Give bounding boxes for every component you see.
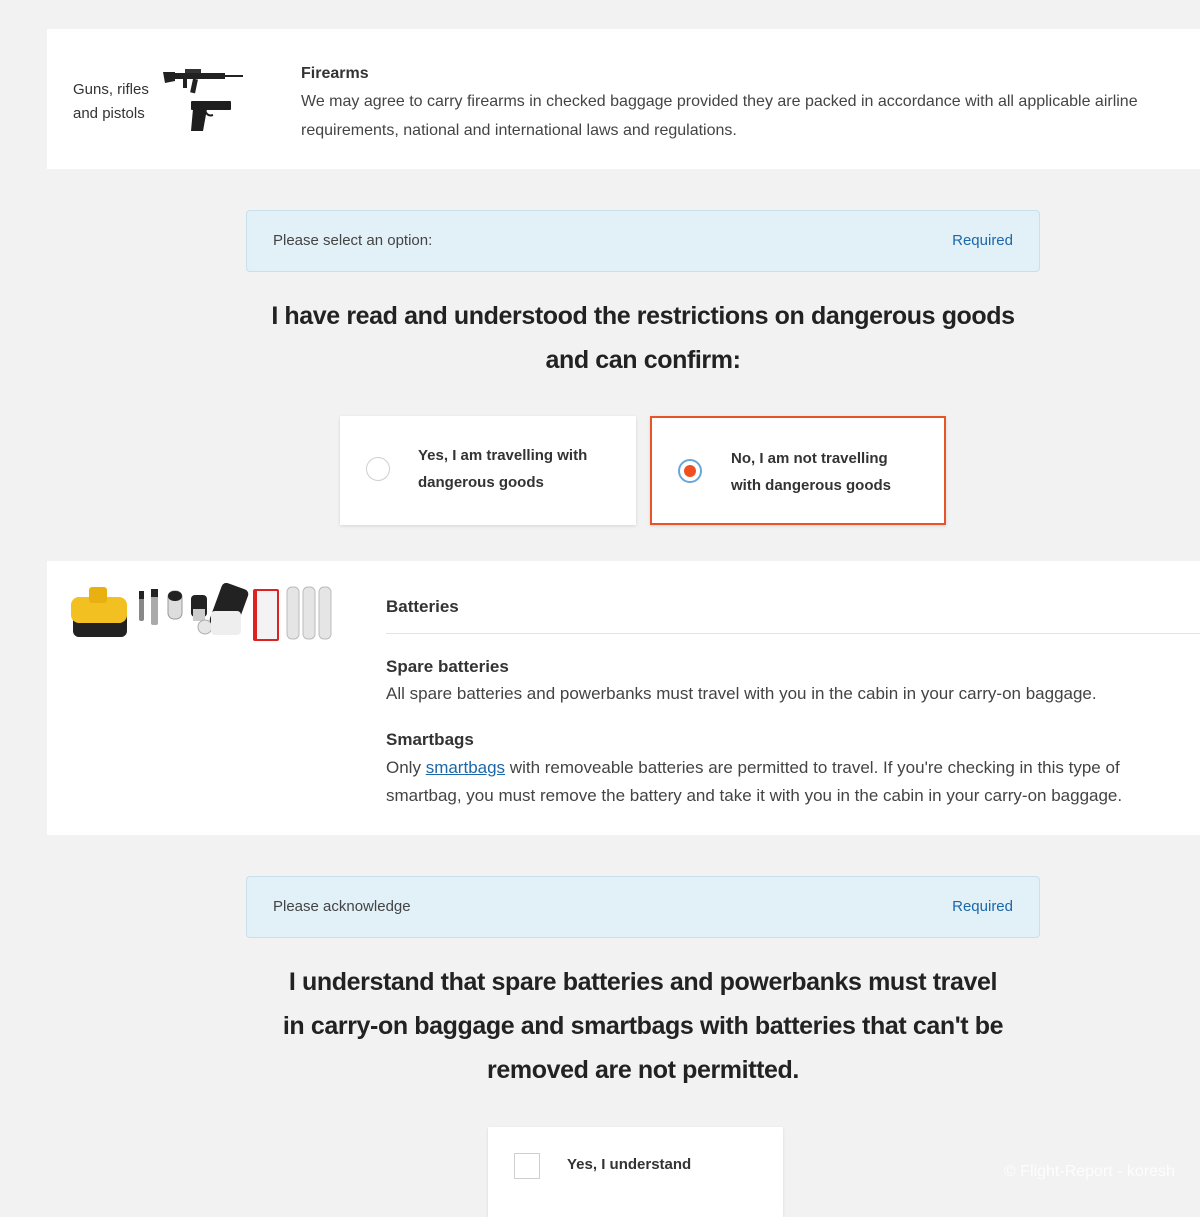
option-label bbox=[418, 442, 618, 496]
batteries-card bbox=[47, 561, 1200, 835]
option-label-line: dangerous goods bbox=[418, 474, 544, 491]
spare-batteries-title: Spare batteries bbox=[386, 657, 509, 676]
guns-caption: Guns, rifles and pistols bbox=[73, 81, 149, 122]
acknowledge-label: Yes, I understand bbox=[567, 1156, 692, 1173]
radio-selected-dot bbox=[684, 465, 696, 477]
option-no-dangerous-goods[interactable] bbox=[650, 416, 946, 525]
notice-text: Please acknowledge bbox=[273, 898, 411, 915]
watermark: © Flight-Report - koresh bbox=[1004, 1163, 1175, 1180]
smartbags-title: Smartbags bbox=[386, 730, 474, 749]
option-yes-dangerous-goods[interactable] bbox=[340, 416, 636, 525]
option-label bbox=[731, 445, 931, 499]
dangerous-goods-question bbox=[250, 294, 1036, 382]
option-label-line: No, I am not travelling bbox=[731, 450, 888, 467]
rifle-icon bbox=[163, 67, 245, 97]
batteries-acknowledgement-question bbox=[250, 960, 1036, 1092]
smartbags-text bbox=[386, 754, 1176, 810]
radio-button-selected[interactable] bbox=[678, 459, 702, 483]
divider bbox=[386, 633, 1200, 634]
smartbags-text-part: with removeable batteries are permitted to travel. If you're checking in this type of bbox=[505, 758, 1120, 777]
smartbags-text-part: Only bbox=[386, 758, 426, 777]
firearms-description: We may agree to carry firearms in checked baggage provided they are packed in accordance with all applicable airline requirements, national and international laws and regulations. bbox=[301, 93, 1138, 139]
select-option-notice bbox=[246, 210, 1040, 272]
checkbox[interactable] bbox=[514, 1153, 540, 1179]
question-line: I understand that spare batteries and powerbanks must travel bbox=[288, 968, 998, 996]
smartbags-link[interactable]: smartbags bbox=[425, 758, 506, 777]
option-label-line: Yes, I am travelling with bbox=[418, 447, 588, 464]
firearms-card bbox=[47, 29, 1200, 169]
spare-batteries-text: All spare batteries and powerbanks must travel with you in the cabin in your carry-on baggage. bbox=[386, 684, 1097, 703]
option-label-line: with dangerous goods bbox=[731, 477, 891, 494]
required-label: Required bbox=[952, 898, 1013, 915]
radio-button[interactable] bbox=[366, 457, 390, 481]
required-label: Required bbox=[952, 232, 1013, 249]
acknowledge-option[interactable] bbox=[488, 1127, 783, 1217]
notice-text: Please select an option: bbox=[273, 232, 433, 249]
question-line: I have read and understood the restrictions on dangerous goods bbox=[271, 302, 1015, 330]
question-line: and can confirm: bbox=[545, 346, 741, 374]
question-line: in carry-on baggage and smartbags with batteries that can't be bbox=[282, 1012, 1004, 1040]
pistol-icon bbox=[185, 99, 233, 133]
smartbags-text-part: smartbag, you must remove the battery and take it with you in the cabin in your carry-on baggage. bbox=[386, 786, 1123, 805]
batteries-icon bbox=[71, 583, 341, 645]
firearms-title: Firearms bbox=[301, 65, 369, 82]
question-line: removed are not permitted. bbox=[487, 1056, 799, 1084]
batteries-title: Batteries bbox=[386, 597, 459, 616]
acknowledge-notice bbox=[246, 876, 1040, 938]
